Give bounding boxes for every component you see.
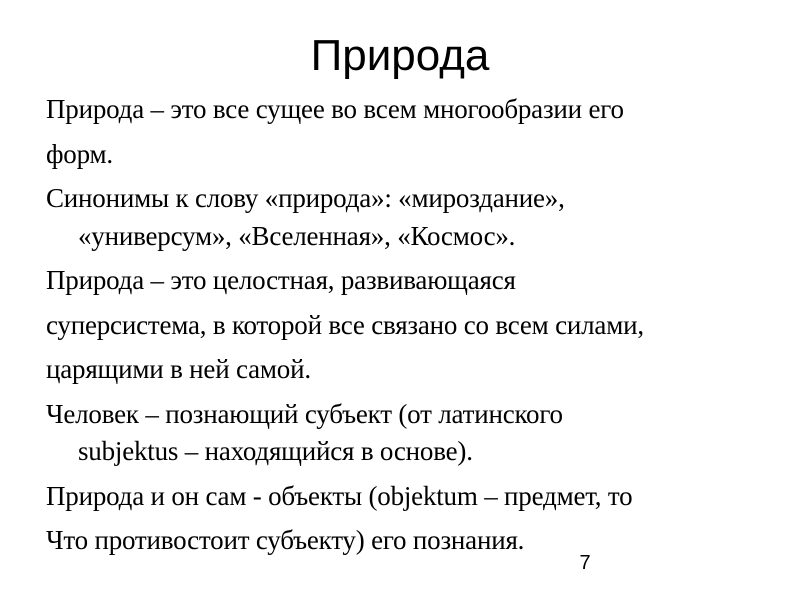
body-line: Синонимы к слову «природа»: «мироздание»,	[46, 183, 565, 213]
page-number: 7	[579, 552, 591, 574]
body-line: Природа – это целостная, развивающаяся	[46, 265, 516, 295]
body-line: Природа и он сам - объекты (objektum – предмет, то	[46, 480, 633, 511]
body-line: subjektus – находящийся в основе).	[78, 436, 473, 466]
body-line: «универсум», «Вселенная», «Космос».	[78, 220, 516, 251]
body-line: Природа – это все сущее во всем многообразии его	[46, 94, 624, 124]
body-line: Что противостоит субъекту) его познания.	[46, 525, 525, 555]
slide-title: Природа	[310, 31, 490, 80]
body-line: царящими в ней самой.	[46, 354, 311, 384]
slide-body	[46, 91, 776, 560]
body-line: форм.	[46, 138, 113, 169]
body-line: Человек – познающий субъект (от латинского	[46, 398, 563, 429]
body-line: суперсистема, в которой все связано со всем силами,	[46, 309, 644, 340]
